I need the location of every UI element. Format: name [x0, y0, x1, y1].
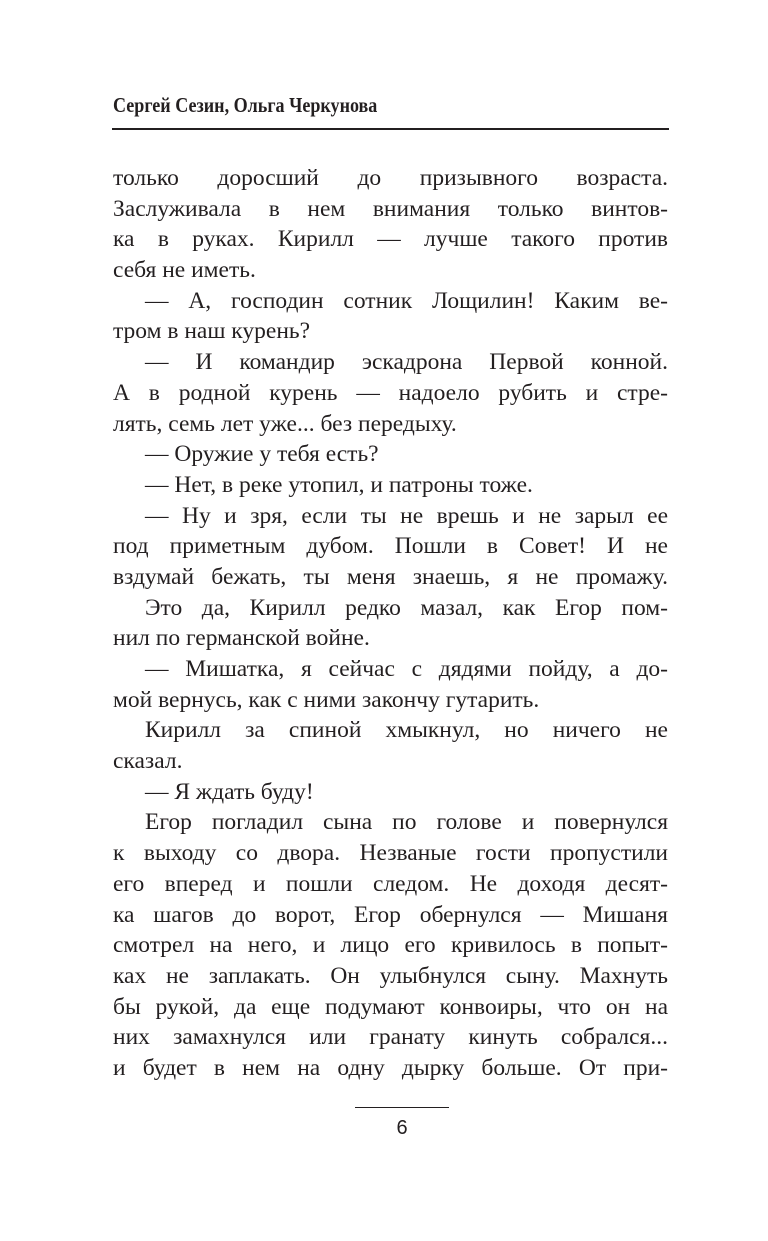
footer-divider [355, 1107, 449, 1108]
running-head-author: Сергей Сезин, Ольга Черкунова [113, 93, 378, 117]
text-line: вздумай бежать, ты меня знаешь, я не промажу. [113, 563, 668, 590]
text-line: ка шагов до ворот, Егор обернулся — Мишаня [113, 901, 668, 928]
text-line: нил по германской войне. [113, 625, 370, 652]
text-line: тром в наш курень? [113, 318, 311, 345]
text-line: и будет в нем на одну дырку больше. От при- [113, 1054, 668, 1081]
text-line: них замахнулся или гранату кинуть собрался... [113, 1024, 668, 1051]
text-line: Заслуживала в нем внимания только винтов- [113, 195, 668, 222]
text-line: сказал. [113, 748, 183, 775]
body-text [113, 163, 668, 1084]
text-line: — Я ждать буду! [145, 778, 314, 805]
text-line: — А, господин сотник Лощилин! Каким ве- [145, 287, 668, 314]
text-line: к выходу со двора. Незваные гости пропустили [113, 840, 668, 867]
text-line: себя не иметь. [113, 257, 256, 284]
text-line: А в родной курень — надоело рубить и стре- [113, 379, 668, 406]
text-line: Это да, Кирилл редко мазал, как Егор пом- [145, 594, 668, 621]
text-line: ка в руках. Кирилл — лучше такого против [113, 226, 668, 253]
text-line: — И командир эскадрона Первой конной. [145, 349, 668, 376]
text-line: только доросший до призывного возраста. [113, 165, 668, 191]
text-line: ках не заплакать. Он улыбнулся сыну. Махнуть [113, 962, 668, 989]
text-line: — Нет, в реке утопил, и патроны тоже. [145, 471, 533, 498]
text-line: — Ну и зря, если ты не врешь и не зарыл ее [145, 502, 668, 529]
text-line: — Мишатка, я сейчас с дядями пойду, а до- [145, 656, 668, 682]
text-line: мой вернусь, как с ними закончу гутарить. [113, 686, 540, 713]
page-number: 6 [396, 1117, 408, 1139]
text-line: бы рукой, да еще подумают конвоиры, что он на [113, 993, 668, 1020]
text-line: — Оружие у тебя есть? [145, 441, 379, 468]
text-line: его вперед и пошли следом. Не доходя десят- [113, 870, 668, 897]
text-line: смотрел на него, и лицо его кривилось в попыт- [113, 932, 668, 959]
text-line: Кирилл за спиной хмыкнул, но ничего не [145, 717, 668, 744]
text-line: под приметным дубом. Пошли в Совет! И не [113, 533, 668, 560]
text-line: лять, семь лет уже... без передыху. [113, 410, 457, 437]
header-divider [112, 128, 669, 130]
text-line: Егор погладил сына по голове и повернулся [145, 809, 668, 836]
